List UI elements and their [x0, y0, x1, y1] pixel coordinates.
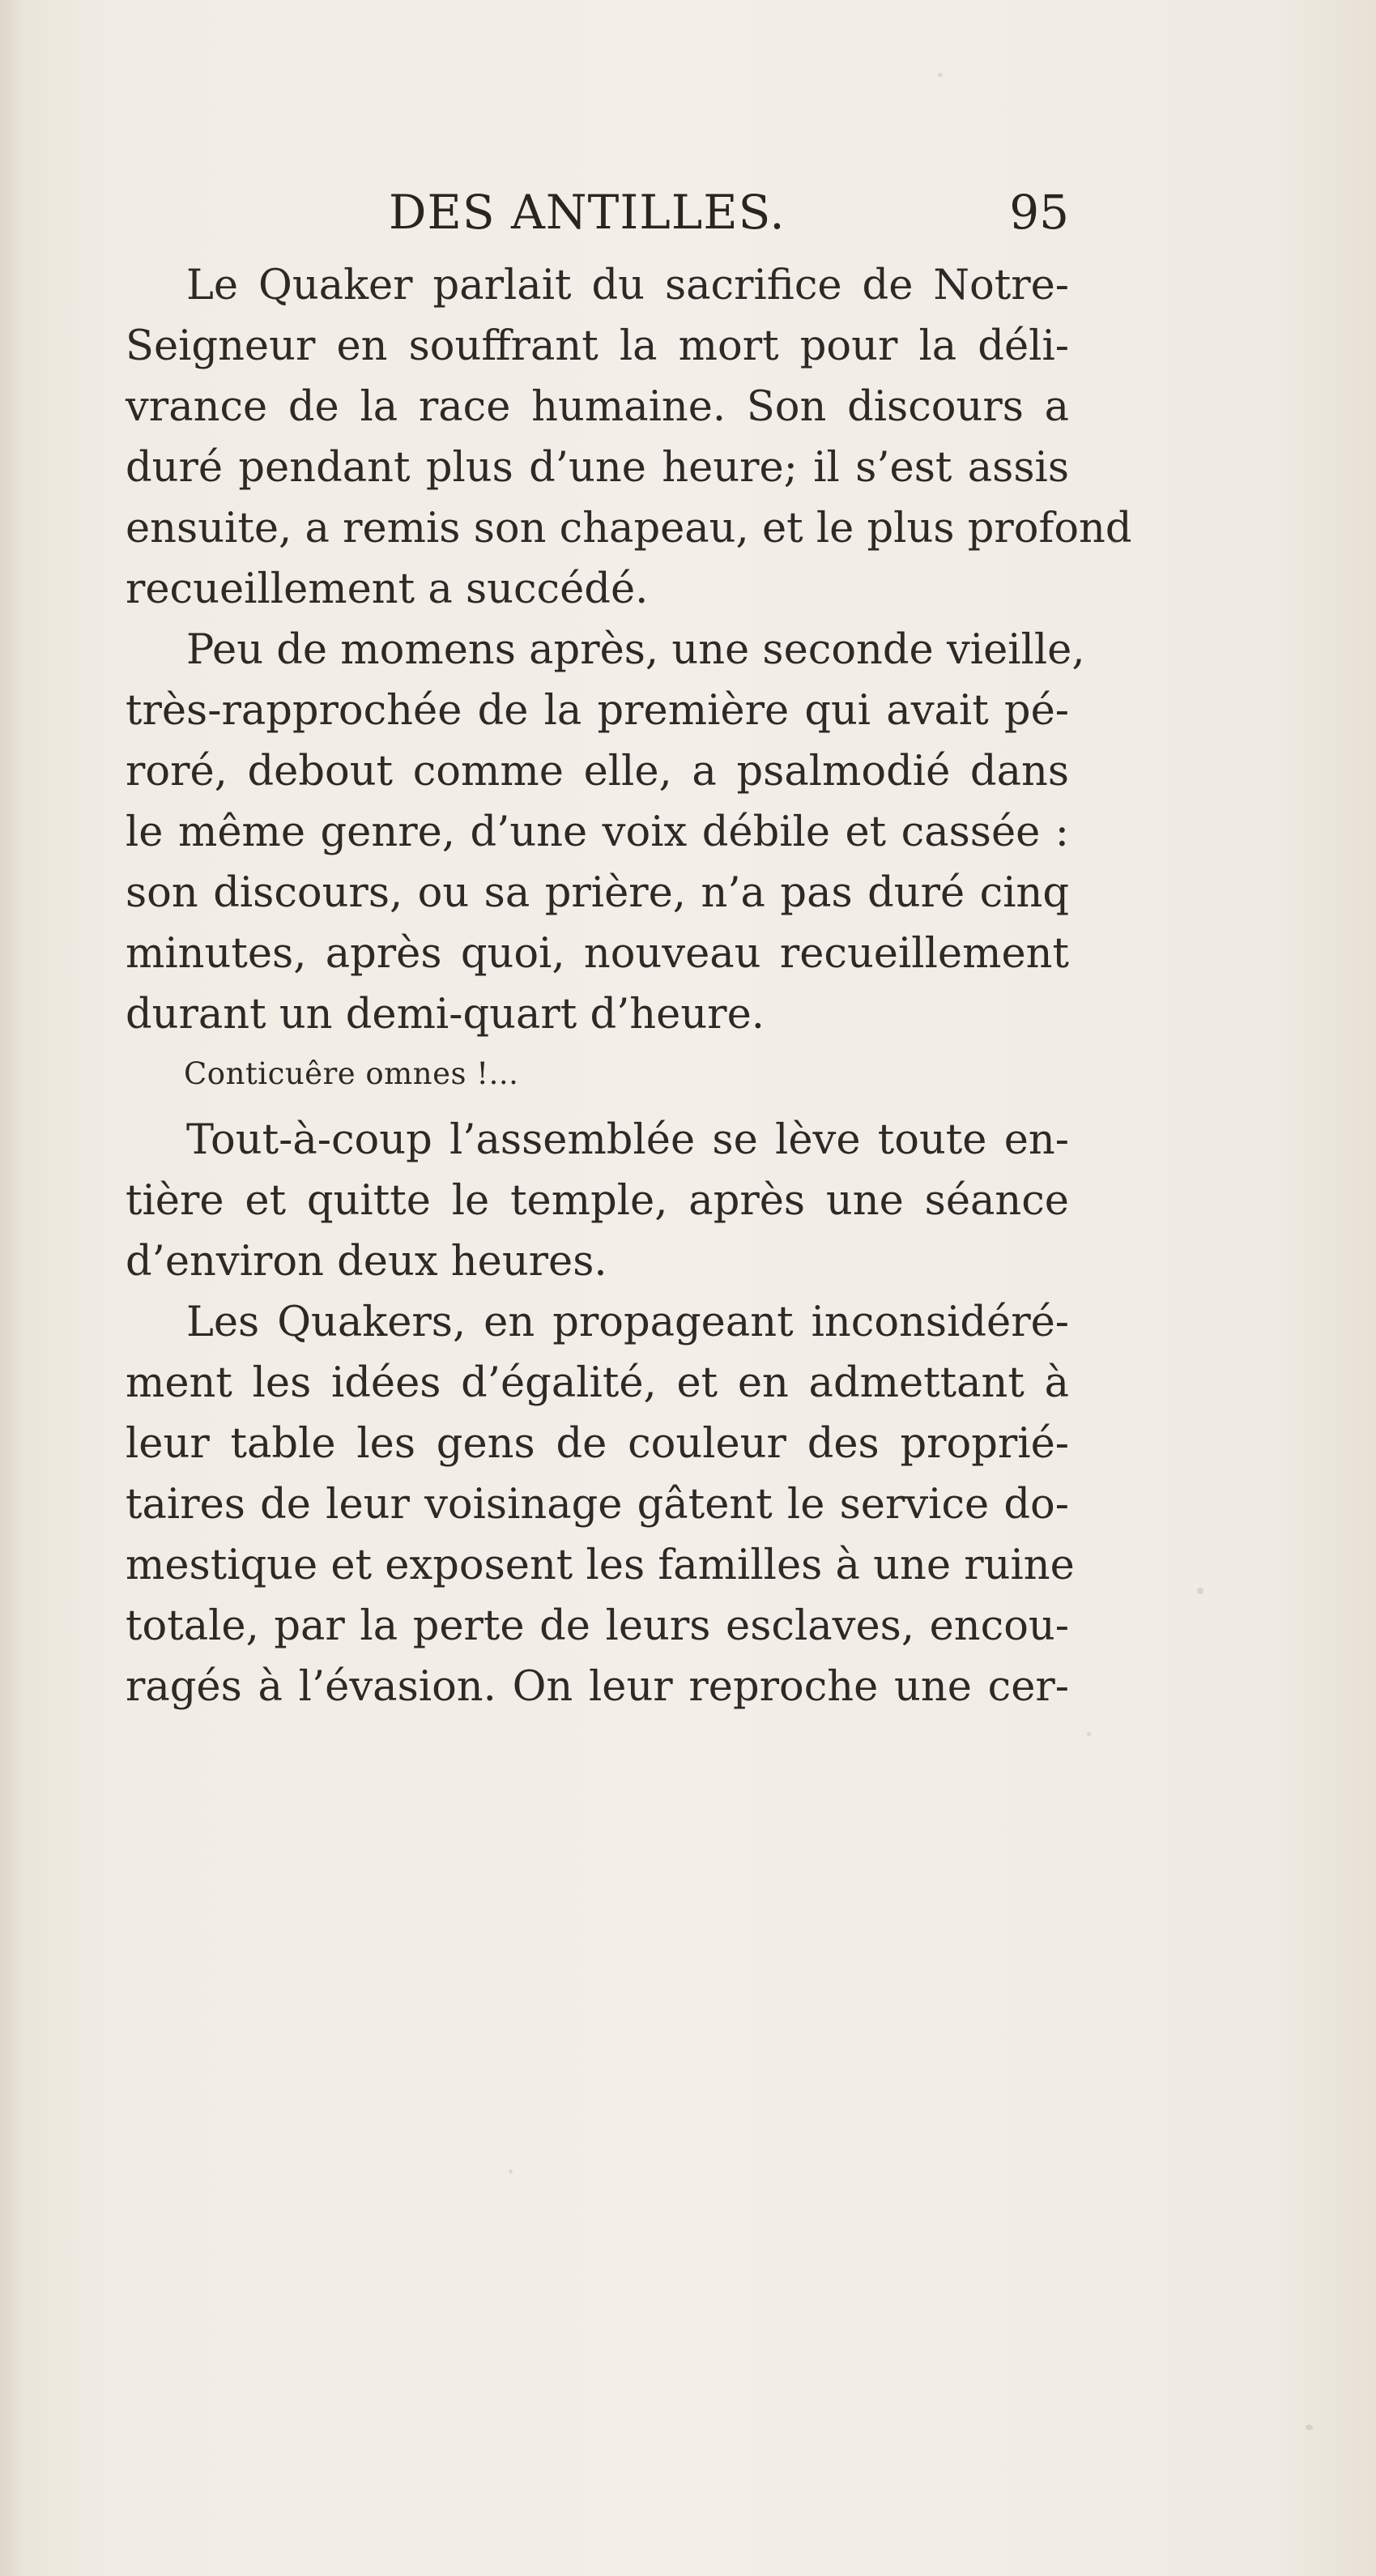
text-line: ragés à l’évasion. On leur reproche une cer-: [126, 1663, 1069, 1711]
text-line: vrance de la race humaine. Son discours a: [126, 383, 1069, 431]
text-line: Les Quakers, en propageant inconsidéré-: [186, 1299, 1069, 1346]
text-line: Tout-à-coup l’assemblée se lève toute en-: [186, 1116, 1069, 1164]
running-head: [121, 185, 1069, 249]
text-line: recueillement a succédé.: [126, 565, 649, 613]
text-line: tière et quitte le temple, après une séance: [126, 1177, 1069, 1225]
body-text: [126, 255, 1132, 1717]
page-gutter-shadow: [0, 0, 23, 2576]
text-line: d’environ deux heures.: [126, 1238, 607, 1286]
paper-speck: [509, 2169, 513, 2173]
text-line: ment les idées d’égalité, et en admettant à: [126, 1359, 1069, 1407]
text-line: roré, debout comme elle, a psalmodié dans: [126, 748, 1069, 795]
paper-speck: [1197, 1588, 1203, 1594]
running-title: DES ANTILLES.: [389, 185, 786, 240]
text-line: Peu de momens après, une seconde vieille,: [186, 626, 1085, 674]
text-line: très-rapprochée de la première qui avait pé-: [126, 687, 1069, 735]
text-line: son discours, ou sa prière, n’a pas duré cinq: [126, 869, 1069, 917]
text-line: leur table les gens de couleur des proprié-: [126, 1420, 1069, 1468]
text-line: taires de leur voisinage gâtent le service do-: [126, 1481, 1069, 1529]
paper-speck: [1306, 2425, 1313, 2430]
text-line: duré pendant plus d’une heure; il s’est assis: [126, 444, 1069, 492]
text-line: durant un demi-quart d’heure.: [126, 991, 765, 1039]
text-line: Le Quaker parlait du sacrifice de Notre-: [186, 262, 1069, 309]
text-line: mestique et exposent les familles à une ruine: [126, 1542, 1075, 1589]
text-line: totale, par la perte de leurs esclaves, encou-: [126, 1602, 1069, 1650]
latin-quotation: Conticuêre omnes !...: [184, 1056, 519, 1091]
paper-speck: [1111, 539, 1117, 544]
text-line: minutes, après quoi, nouveau recueillement: [126, 930, 1069, 978]
page-number: 95: [1009, 185, 1069, 240]
text-line: ensuite, a remis son chapeau, et le plus profond: [126, 505, 1132, 552]
paper-speck: [1087, 1732, 1091, 1736]
text-line: Seigneur en souffrant la mort pour la déli-: [126, 322, 1069, 370]
paper-speck: [938, 73, 943, 77]
text-line: le même genre, d’une voix débile et cassée :: [126, 808, 1069, 856]
